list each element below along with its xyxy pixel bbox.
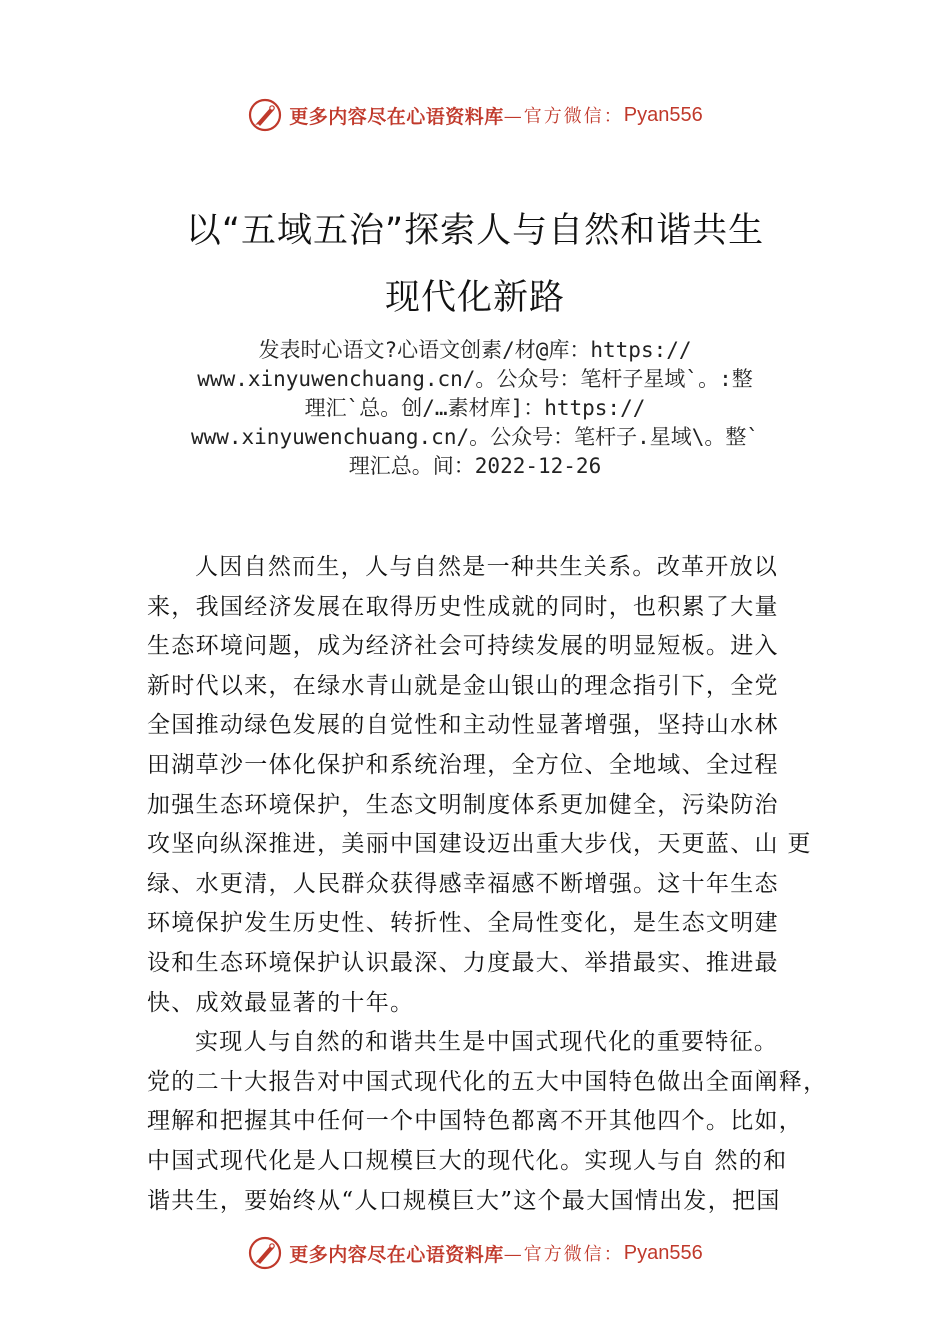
- meta-line: www.xinyuwenchuang.cn/。公众号：笔杆子星域`。:整: [197, 367, 753, 391]
- paragraph-line: 中国式现代化是人口规模巨大的现代化。实现人与自 然的和: [147, 1147, 788, 1174]
- paragraph-line: 党的二十大报告对中国式现代化的五大中国特色做出全面阐释，: [147, 1068, 828, 1095]
- paragraph-line: 生态环境问题，成为经济社会可持续发展的明显短板。进入: [147, 633, 779, 660]
- page-title-line-1: 以“五域五治”探索人与自然和谐共生: [185, 211, 765, 251]
- paragraph-line: 实现人与自然的和谐共生是中国式现代化的重要特征。: [195, 1029, 779, 1056]
- paragraph-line: 全国推动绿色发展的自觉性和主动性显著增强，坚持山水林: [147, 712, 779, 739]
- banner-sub-text: —官方微信：: [503, 106, 624, 127]
- paragraph-line: 田湖草沙一体化保护和系统治理，全方位、全地域、全过程: [147, 751, 779, 778]
- paragraph-line: 设和生态环境保护认识最深、力度最大、举措最实、推进最: [147, 949, 779, 976]
- source-meta-block: [150, 336, 800, 481]
- pen-quill-logo-icon: [247, 1235, 283, 1271]
- meta-line: www.xinyuwenchuang.cn/。公众号：笔杆子.星域\。整`: [190, 425, 760, 449]
- banner-main-text: 更多内容尽在心语资料库: [289, 1243, 504, 1266]
- banner-main-text: 更多内容尽在心语资料库: [289, 105, 504, 128]
- paragraph-line: 人因自然而生，人与自然是一种共生关系。改革开放以: [195, 554, 779, 580]
- banner-sub-text: —官方微信：: [503, 1244, 624, 1265]
- meta-line: 理汇`总。创/…素材库]：https://: [304, 396, 646, 420]
- header-banner: [0, 90, 950, 140]
- banner-wechat-id: Pyan556: [623, 103, 703, 126]
- article-body: [147, 548, 837, 1221]
- paragraph-line: 来，我国经济发展在取得历史性成就的同时，也积累了大量: [147, 593, 779, 620]
- paragraph-line: 绿、水更清，人民群众获得感幸福感不断增强。这十年生态: [147, 870, 779, 897]
- paragraph-line: 攻坚向纵深推进，美丽中国建设迈出重大步伐，天更蓝、山 更: [147, 831, 812, 858]
- pen-quill-logo-icon: [247, 97, 283, 133]
- paragraph-line: 快、成效最显著的十年。: [147, 989, 415, 1016]
- paragraph-line: 环境保护发生历史性、转折性、全局性变化，是生态文明建: [147, 910, 779, 937]
- paragraph-line: 理解和把握其中任何一个中国特色都离不开其他四个。比如，: [147, 1108, 804, 1135]
- paragraph-line: 新时代以来，在绿水青山就是金山银山的理念指引下，全党: [147, 672, 779, 699]
- paragraph-line: 谐共生，要始终从“人口规模巨大”这个最大国情出发，把国: [147, 1187, 781, 1214]
- footer-banner: [0, 1228, 950, 1278]
- paragraph-line: 加强生态环境保护，生态文明制度体系更加健全，污染防治: [147, 791, 779, 818]
- meta-line: 发表时心语文?心语文创素/材@库：https://: [258, 338, 692, 362]
- page-title-line-2: 现代化新路: [384, 278, 565, 318]
- meta-line: 理汇总。间：2022-12-26: [348, 454, 602, 478]
- banner-wechat-id: Pyan556: [623, 1241, 703, 1264]
